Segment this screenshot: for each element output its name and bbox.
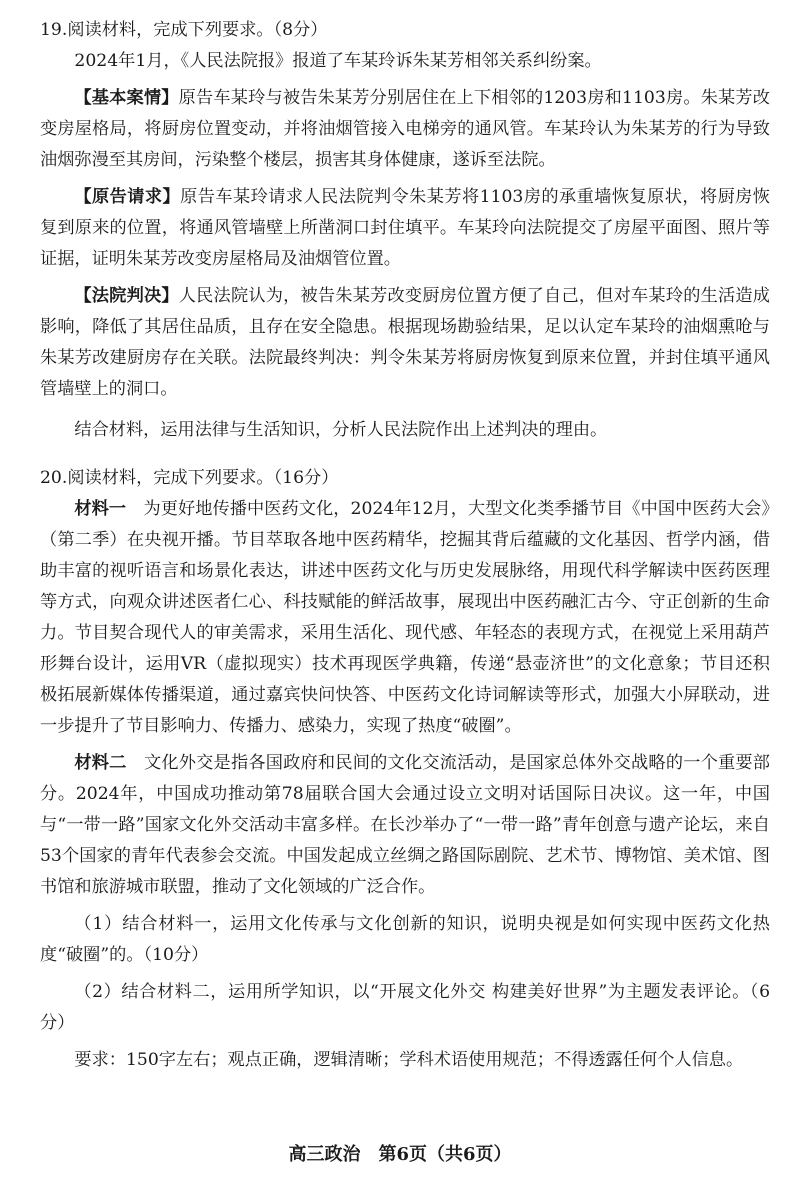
question-19-heading: 19.阅读材料，完成下列要求。（8分） (40, 20, 328, 40)
material-1-label: 材料一 (74, 499, 127, 519)
case-facts-label: 【基本案情】 (74, 88, 179, 108)
material-2-paragraph (40, 748, 770, 903)
plaintiff-claim-paragraph (40, 182, 770, 275)
material-1-text: 为更好地传播中医药文化，2024年12月，大型文化类季播节目《中国中医药大会》（第二季）在央视开播。节目萃取各地中医药精华，挖掘其背后蕴藏的文化基因、哲学内涵，借助丰富的视听语言和场景化表达，讲述中医药文化与历史发展脉络，用现代科学解读中医药医理等方式，向观众讲述医者仁心、科技赋能的鲜活故事，展现出中医药融汇古今、守正创新的生命力。节目契合现代人的审美需求，采用生活化、现代感、年轻态的表现方式，在视觉上采用葫芦形舞台设计，运用VR（虚拟现实）技术再现医学典籍，传递“悬壶济世”的文化意象；节目还积极拓展新媒体传播渠道，通过嘉宾快问快答、中医药文化诗词解读等形式，加强大小屏联动，进一步提升了节目影响力、传播力、感染力，实现了热度“破圈”。 (40, 499, 770, 736)
material-2-label: 材料二 (74, 753, 127, 773)
material-2-text: 文化外交是指各国政府和民间的文化交流活动，是国家总体外交战略的一个重要部分。2024年，中国成功推动第78届联合国大会通过设立文明对话国际日决议。这一年，中国与“一带一路”国家文化外交活动丰富多样。在长沙举办了“一带一路”青年创意与遗产论坛，来自53个国家的青年代表参会交流。中国发起成立丝绸之路国际剧院、艺术节、博物馆、美术馆、图书馆和旅游城市联盟，推动了文化领域的广泛合作。 (40, 753, 770, 897)
court-ruling-label: 【法院判决】 (74, 286, 179, 306)
question-20-heading: 20.阅读材料，完成下列要求。（16分） (40, 468, 339, 488)
question-20-task-1: （1）结合材料一，运用文化传承与文化创新的知识，说明央视是如何实现中医药文化热度“破圈”的。（10分） (40, 914, 770, 965)
plaintiff-claim-label: 【原告请求】 (74, 187, 181, 207)
court-ruling-paragraph (40, 281, 770, 405)
page-footer: 高三政治 第6页（共6页） (288, 1144, 512, 1165)
question-20-task-2: （2）结合材料二，运用所学知识，以“开展文化外交 构建美好世界”为主题发表评论。（6分） (40, 982, 770, 1033)
question-19 (40, 14, 770, 446)
question-19-intro: 2024年1月，《人民法院报》报道了车某玲诉朱某芳相邻关系纠纷案。 (74, 51, 602, 71)
question-20 (40, 462, 770, 1076)
question-19-task: 结合材料，运用法律与生活知识，分析人民法院作出上述判决的理由。 (74, 420, 608, 440)
material-1-paragraph (40, 494, 770, 742)
question-20-requirement: 要求：150字左右；观点正确，逻辑清晰；学科术语使用规范；不得透露任何个人信息。 (74, 1050, 744, 1070)
court-ruling-text: 人民法院认为，被告朱某芳改变厨房位置方便了自己，但对车某玲的生活造成影响，降低了其居住品质，且存在安全隐患。根据现场勘验结果，足以认定车某玲的油烟熏呛与朱某芳改建厨房存在关联。法院最终判决：判令朱某芳将厨房恢复到原来位置，并封住填平通风管墙壁上的洞口。 (40, 286, 770, 399)
case-facts-text: 原告车某玲与被告朱某芳分别居住在上下相邻的1203房和1103房。朱某芳改变房屋格局，将厨房位置变动，并将油烟管接入电梯旁的通风管。车某玲认为朱某芳的行为导致油烟弥漫至其房间，污染整个楼层，损害其身体健康，遂诉至法院。 (40, 88, 770, 170)
case-facts-paragraph (40, 83, 770, 176)
plaintiff-claim-text: 原告车某玲请求人民法院判令朱某芳将1103房的承重墙恢复原状，将厨房恢复到原来的位置，将通风管墙壁上所凿洞口封住填平。车某玲向法院提交了房屋平面图、照片等证据，证明朱某芳改变房屋格局及油烟管位置。 (40, 187, 770, 269)
